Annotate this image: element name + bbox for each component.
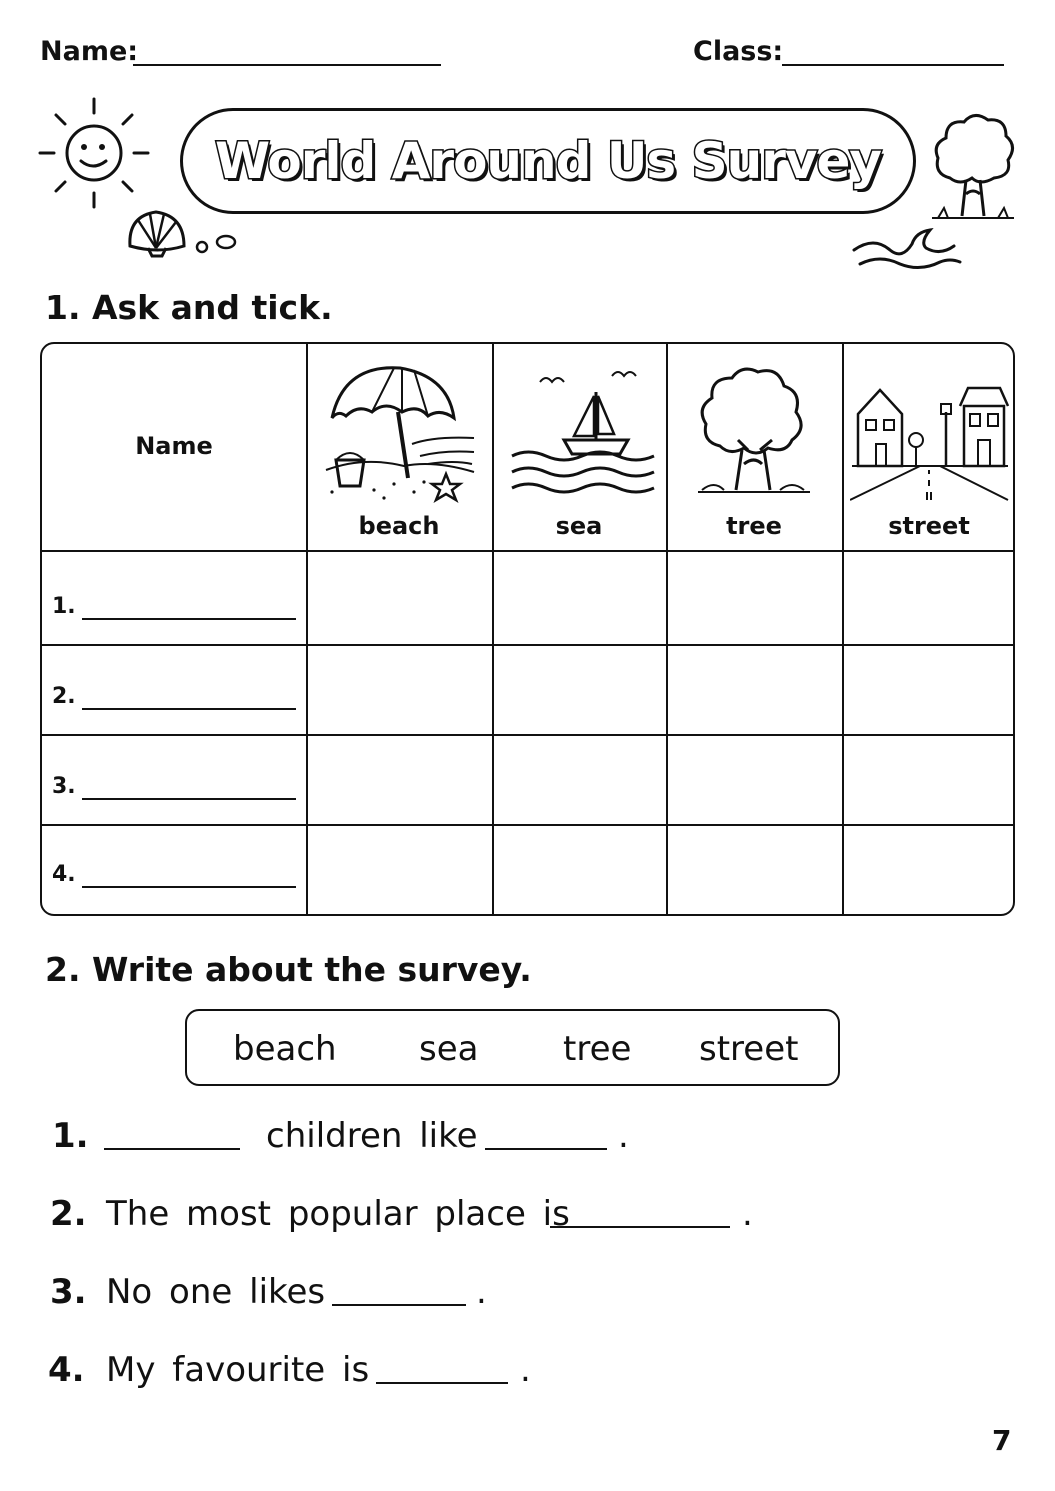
sentence-end: .	[742, 1194, 753, 1234]
sentence-text: The most popular place is	[106, 1194, 570, 1234]
beach-column-label: beach	[358, 512, 440, 540]
sea-column-label: sea	[555, 512, 603, 540]
beach-umbrella-icon	[324, 360, 480, 508]
sentence-number: 2.	[50, 1194, 87, 1234]
row-name-field[interactable]	[82, 886, 296, 888]
name-column-header: Name	[135, 432, 213, 460]
sentence-number: 1.	[52, 1116, 89, 1156]
row-name-field[interactable]	[82, 708, 296, 710]
name-label: Name:	[40, 36, 139, 67]
tree-icon	[694, 360, 814, 502]
row-name-field[interactable]	[82, 618, 296, 620]
tree-column-label: tree	[726, 512, 782, 540]
sentence-blank[interactable]	[485, 1148, 607, 1150]
row-number: 3.	[52, 774, 76, 799]
sentence-end: .	[520, 1350, 531, 1390]
class-field[interactable]	[782, 64, 1004, 66]
sun-icon	[36, 95, 156, 215]
page-number: 7	[992, 1424, 1012, 1457]
street-column-label: street	[888, 512, 970, 540]
sentence-text: My favourite is	[106, 1350, 370, 1390]
sentence-end: .	[618, 1116, 629, 1156]
title-banner	[180, 108, 916, 214]
word-bank-item: tree	[563, 1029, 632, 1069]
row-number: 4.	[52, 862, 76, 887]
sentence-number: 4.	[48, 1350, 85, 1390]
sentence-blank[interactable]	[104, 1148, 240, 1150]
section1-heading: 1. Ask and tick.	[45, 288, 333, 327]
name-field[interactable]	[133, 64, 441, 66]
sentence-blank[interactable]	[376, 1382, 508, 1384]
row-number: 2.	[52, 684, 76, 709]
page-title: World Around Us Survey	[215, 132, 881, 190]
word-bank	[185, 1009, 840, 1086]
sentence-blank[interactable]	[332, 1304, 466, 1306]
street-houses-icon	[850, 370, 1010, 502]
sailboat-icon	[508, 364, 658, 504]
sentence-number: 3.	[50, 1272, 87, 1312]
row-name-field[interactable]	[82, 798, 296, 800]
word-bank-item: street	[699, 1029, 799, 1069]
word-bank-item: beach	[233, 1029, 337, 1069]
sentence-blank[interactable]	[550, 1226, 730, 1228]
section2-heading: 2. Write about the survey.	[45, 950, 532, 989]
sentence-text: No one likes	[106, 1272, 326, 1312]
wave-icon	[850, 222, 965, 274]
survey-table	[40, 342, 1015, 916]
sentence-end: .	[476, 1272, 487, 1312]
word-bank-item: sea	[419, 1029, 479, 1069]
sentence-text: children like	[266, 1116, 478, 1156]
tree-icon	[928, 108, 1018, 226]
class-label: Class:	[693, 36, 784, 67]
row-number: 1.	[52, 594, 76, 619]
